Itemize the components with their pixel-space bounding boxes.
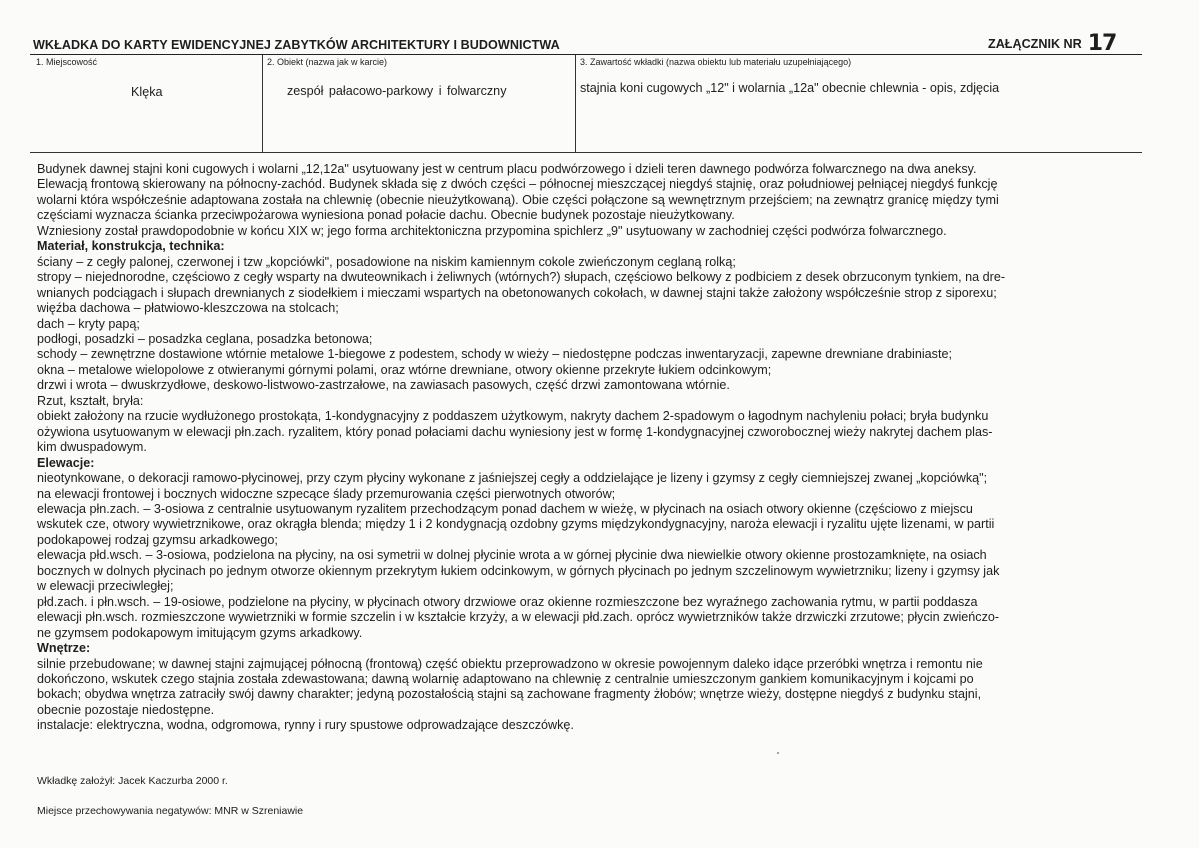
object-value: zespół pałacowo-parkowy i folwarczny: [287, 84, 507, 98]
body-line: podłogi, posadzki – posadzka ceglana, posadzka betonowa;: [37, 331, 373, 346]
body-line: silnie przebudowane; w dawnej stajni zajmującej północną (frontową) część obiektu przeprowadzono w okresie powojennym daleko idące przeróbki wnętrza i remontu nie: [37, 656, 983, 671]
body-line: Elewacją frontową skierowany na północny-zachód. Budynek składa się z dwóch części – północnej mieszczącej niegdyś stajnię, oraz południowej pełniącej niegdyś funkcję: [37, 177, 998, 192]
object-label: 2. Obiekt (nazwa jak w karcie): [267, 57, 388, 67]
body-line: elewacja płd.wsch. – 3-osiowa, podzielona na płyciny, na osi symetrii w dolnej płycinie wrota a w górnej płycinie dwa niewielkie otwory okienne prostozamknięte, na osiach: [37, 548, 987, 563]
body-line: podokapowej rodzaj gzymsu arkadkowego;: [37, 532, 278, 547]
body-line: wskutek cze, otwory wywietrznikowe, oraz okrągła blenda; między 1 i 2 kondygnacją ozdobny gzyms międzykondygnacyjny, naroża elewacji i ryzalitu ujęte lizenami, w partii: [37, 517, 995, 532]
body-line: więźba dachowa – płatwiowo-kleszczowa na stolcach;: [37, 301, 339, 316]
scan-speck: [777, 752, 779, 754]
section-heading: Wnętrze:: [37, 641, 91, 656]
body-line: bocznych w dolnych płycinach po jednym otworze okiennym przekrytym łukiem odcinkowym, w górnych płycinach po jednym szczelinowym wywietrzniku; lizeny i gzymsy jak: [37, 563, 1000, 578]
body-line: stropy – niejednorodne, częściowo z cegły wsparty na dwuteownikach i żeliwnych (wtórnych?) słupach, częściowo belkowy z podbiciem z desek obrzuconym tynkiem, na dre-: [37, 270, 1006, 285]
form-title: WKŁADKA DO KARTY EWIDENCYJNEJ ZABYTKÓW ARCHITEKTURY I BUDOWNICTWA: [33, 38, 560, 52]
body-line: okna – metalowe wielopolowe z otwieranymi górnymi polami, oraz wtórne drewniane, otwory okienne przekryte łukiem odcinkowym;: [37, 362, 772, 377]
body-line: na elewacji frontowej i bocznych widoczne szpecące ślady przemurowania części pierwotnych otworów;: [37, 486, 616, 501]
body-line: obecnie pozostaje niedostępne.: [37, 702, 215, 717]
body-line: wnianych podciągach i słupach drewnianych z siodełkiem i mieczami wspartych na obetonowanych cokołach, w dawnej stajni także założony współcześnie strop z siporexu;: [37, 285, 997, 300]
body-line: dach – kryty papą;: [37, 316, 140, 331]
body-line: płd.zach. i płn.wsch. – 19-osiowe, podzielone na płyciny, w płycinach otwory drzwiowe oraz okienne rozmieszczone bez wyraźnego zachowania rytmu, w partii poddasza: [37, 594, 978, 609]
negatives-storage: Miejsce przechowywania negatywów: MNR w Szreniawie: [37, 805, 304, 817]
body-line: elewacja płn.zach. – 3-osiowa z centralnie usytuowanym ryzalitem przechodzącym ponad dachem w wieżę, w płycinach na osiach otwory okienne (częściowo z miejscu: [37, 501, 973, 516]
attachment-label: ZAŁĄCZNIK NR: [988, 37, 1082, 51]
attachment-number: [988, 31, 1116, 56]
body-line: wolarni która współcześnie adaptowana została na chlewnię (obecnie nieużytkowaną). Obie części połączone są wewnętrznym przejściem; na zewnątrz granicę między tymi: [37, 192, 999, 207]
body-line: bokach; obydwa wnętrza zatraciły swój dawny charakter; jedyną pozostałością stajni są zachowane fragmenty żłobów; wnętrze wieży, dostępne niegdyś z budynku stajni,: [37, 687, 982, 702]
body-line: elewacji płn.wsch. rozmieszczone wywietrzniki w formie szczelin i w kształcie krzyży, a w elewacji płd.zach. oprócz wywietrzników także drzwiczki zrzutowe; płycin zwieńczo-: [37, 610, 1000, 625]
description-body: [37, 162, 1149, 734]
content-label: 3. Zawartość wkładki (nazwa obiektu lub materiału uzupełniającego): [580, 57, 852, 67]
body-line: dokończono, wskutek czego stajnia została zdewastowana; dawną wolarnię adaptowano na chlewnię z centralnie umieszczonym gankiem komunikacyjnym i kojcami po: [37, 671, 974, 686]
body-line: obiekt założony na rzucie wydłużonego prostokąta, 1-kondygnacyjny z poddaszem użytkowym, nakryty dachem 2-spadowym o łagodnym nachyleniu połaci; bryła budynku: [37, 409, 989, 424]
column-divider: [575, 55, 576, 152]
body-line: w elewacji przeciwległej;: [37, 579, 174, 594]
header-top-rule: [30, 54, 1142, 55]
body-line: Wzniesiony został prawdopodobnie w końcu XIX w; jego forma architektoniczna przypomina spichlerz „9" usytuowany w zachodniej części podwórza folwarcznego.: [37, 223, 947, 238]
body-line: ożywiona usytuowanym w elewacji płn.zach. ryzalitem, który ponad połaciami dachu wyniesiony jest w formę 1-kondygnacyjnej czworobocznej wieży nakrytej dachem plas-: [37, 424, 993, 439]
attachment-number-value: 17: [1087, 31, 1117, 56]
section-heading: Materiał, konstrukcja, technika:: [37, 239, 225, 254]
section-heading: Rzut, kształt, bryła:: [37, 393, 144, 408]
content-value: stajnia koni cugowych „12" i wolarnia „12a" obecnie chlewnia - opis, zdjęcia: [580, 81, 1000, 95]
header-bottom-rule: [30, 152, 1142, 153]
locality-value: Klęka: [131, 85, 163, 99]
body-line: ściany – z cegły palonej, czerwonej i tzw „kopciówki", posadowione na niskim kamiennym cokole zwieńczonym ceglaną rolką;: [37, 254, 736, 269]
body-line: nieotynkowane, o dekoracji ramowo-płycinowej, przy czym płyciny wykonane z jaśniejszej cegły a oddzielające je lizeny i gzymsy z cegły ciemniejszej zwanej „kopciówką";: [37, 471, 988, 486]
body-line: drzwi i wrota – dwuskrzydłowe, deskowo-listwowo-zastrzałowe, na zawiasach pasowych, część drzwi zamontowana wtórnie.: [37, 378, 730, 393]
body-line: ne gzymsem podokapowym imitującym gzyms arkadkowy.: [37, 625, 363, 640]
locality-label: 1. Miejscowość: [36, 57, 98, 67]
body-line: schody – zewnętrzne dostawione wtórnie metalowe 1-biegowe z podestem, schody w wieży – niedostępne podczas inwentaryzacji, zapewne drewniane drabiniaste;: [37, 347, 952, 362]
column-divider: [262, 55, 263, 152]
body-line: częściami wyznacza ścianka przeciwpożarowa wyniesiona ponad połacie dachu. Obecnie budynek pozostaje nieużytkowany.: [37, 208, 735, 223]
body-line: Budynek dawnej stajni koni cugowych i wolarni „12,12a" usytuowany jest w centrum placu podwórzowego i dzieli teren dawnego podwórza folwarcznego na dwa aneksy.: [37, 162, 977, 176]
body-line: kim dwuspadowym.: [37, 440, 147, 455]
section-heading: Elewacje:: [37, 455, 95, 470]
compiled-by: Wkładkę założył: Jacek Kaczurba 2000 r.: [37, 775, 228, 787]
body-line: instalacje: elektryczna, wodna, odgromowa, rynny i rury spustowe odprowadzające deszczówkę.: [37, 718, 574, 733]
